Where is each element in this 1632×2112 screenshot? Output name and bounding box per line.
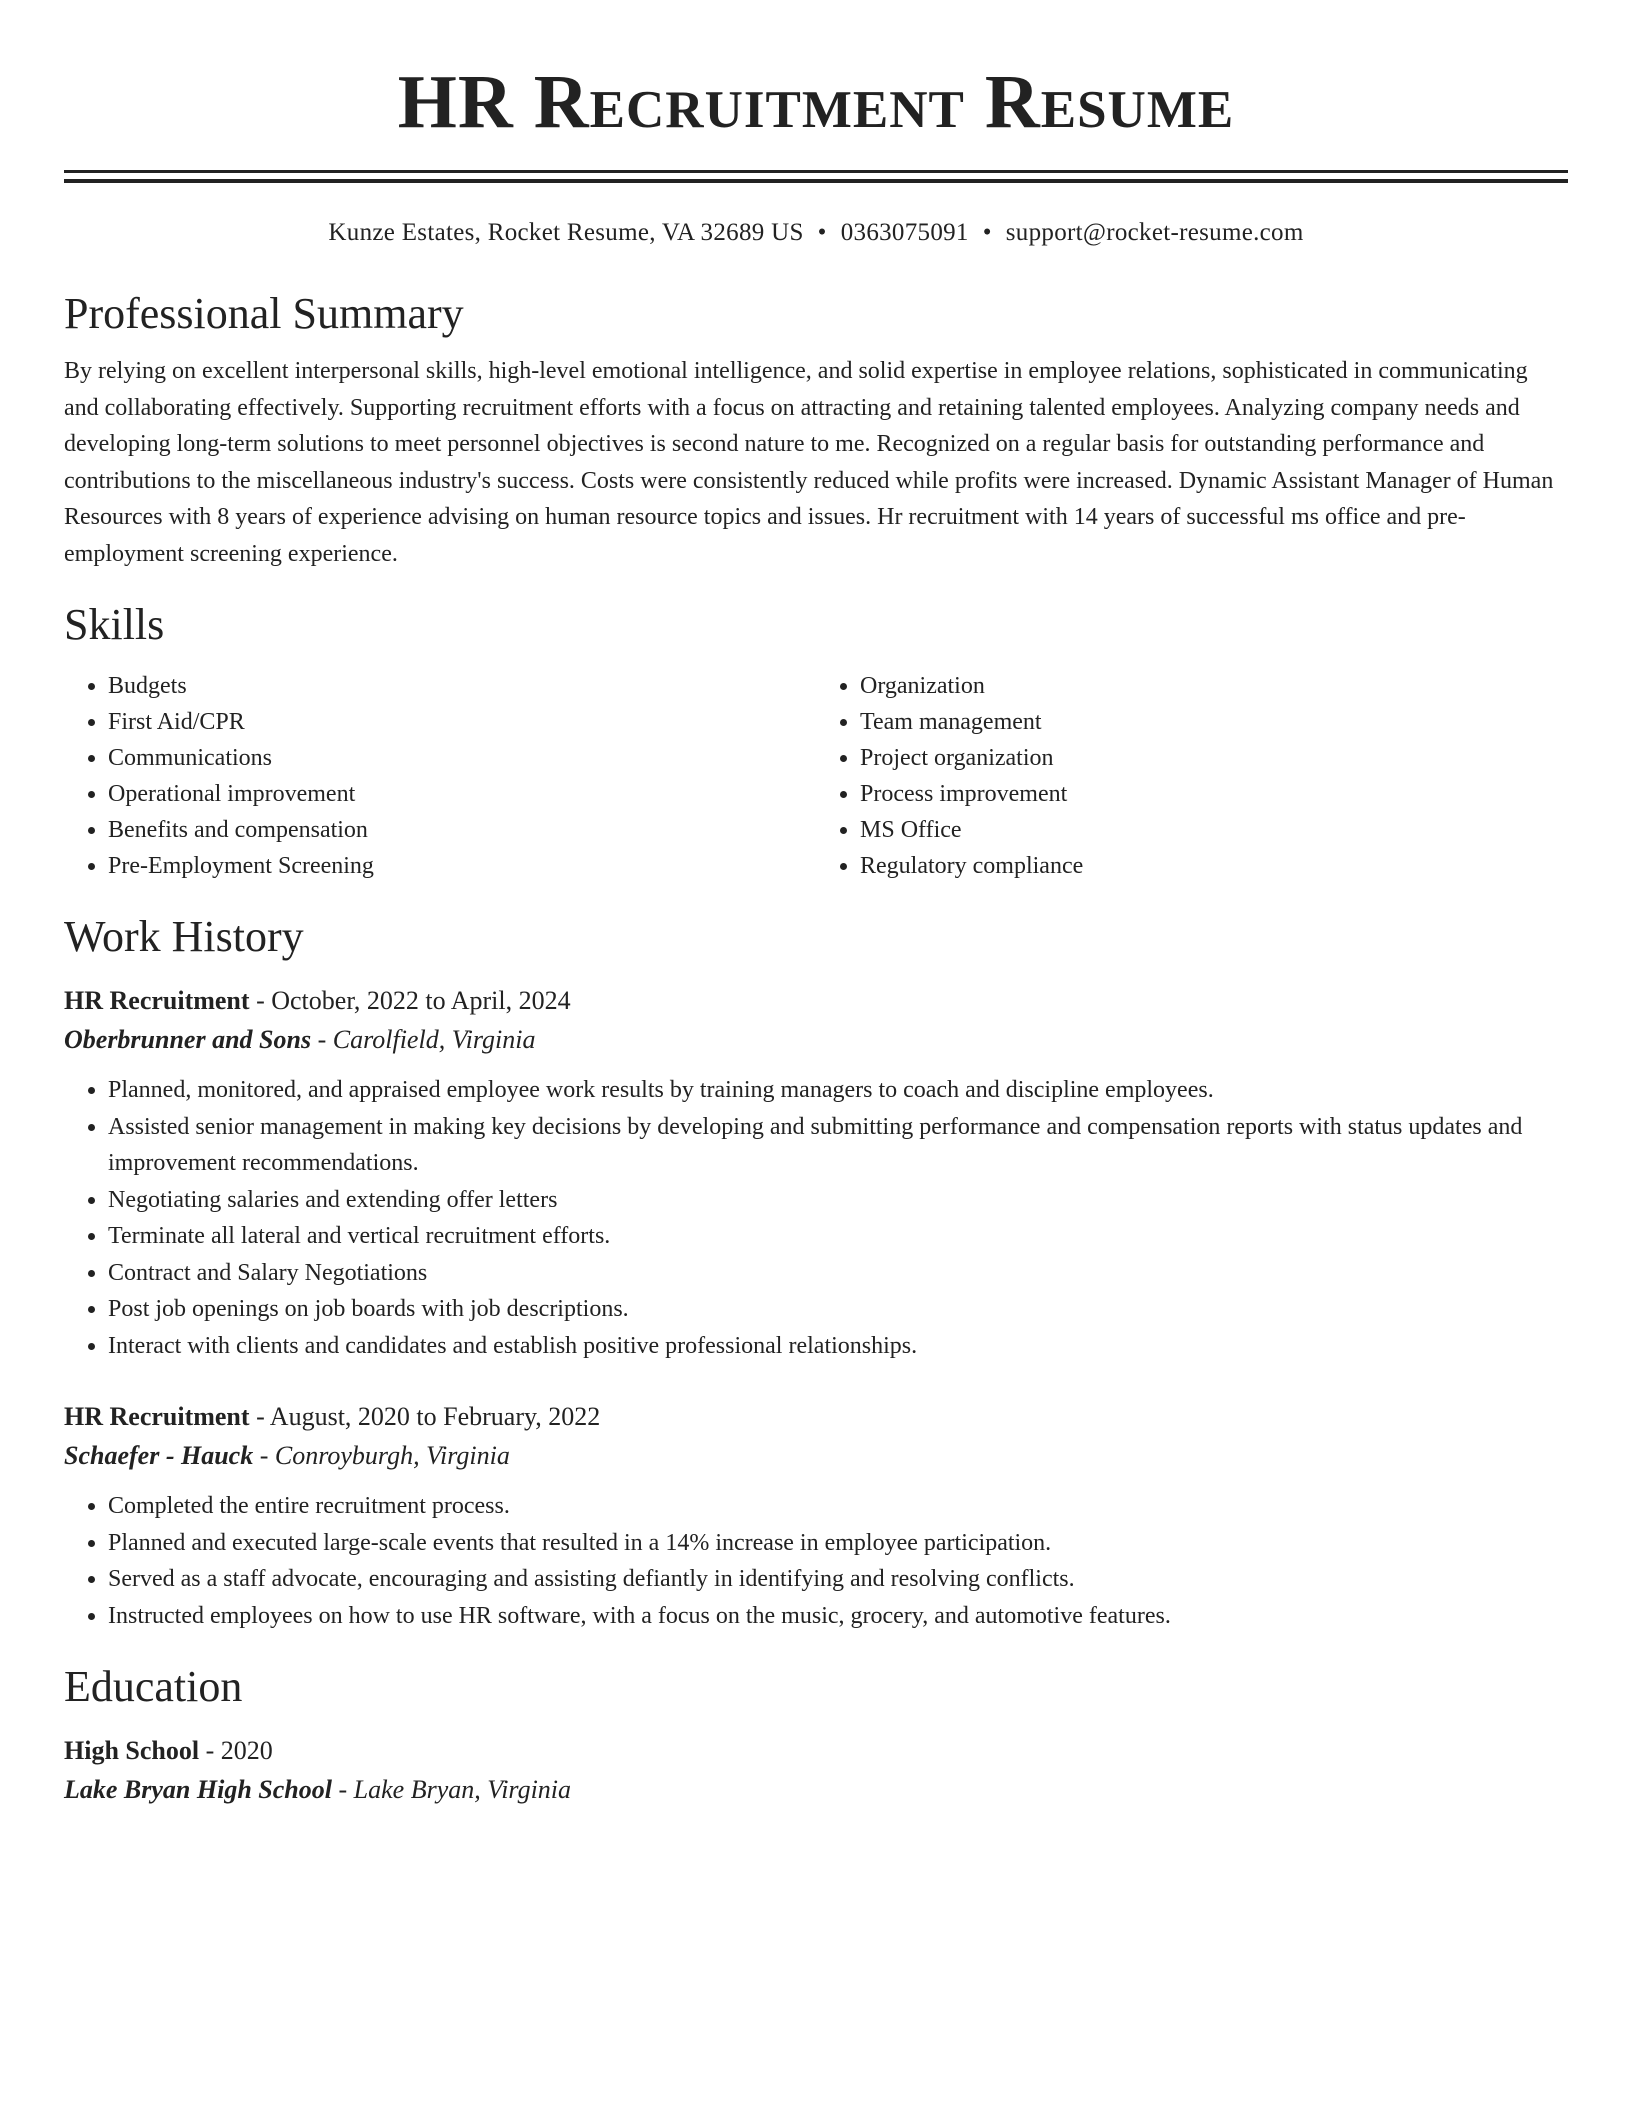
summary-text: By relying on excellent interpersonal skills, high-level emotional intelligence, and solid expertise in employee relations, sophisticated in communicating and collaborating effectively. Supporting recruitment efforts with a focus on attracting and retaining talented employees. Analyzing company needs and developing long-term solutions to meet personnel objectives is second nature to me. Recognized on a regular basis for outstanding performance and contributions to the miscellaneous industry's success. Costs were consistently reduced while profits were increased. Dynamic Assistant Manager of Human Resources with 8 years of experience advising on human resource topics and issues. Hr recruitment with 14 years of successful ms office and pre-employment screening experience.	[64, 358, 1554, 567]
summary-heading: Professional Summary	[64, 289, 464, 338]
skills-grid	[64, 668, 1568, 884]
summary-section	[64, 287, 1568, 572]
education-year: 2020	[220, 1736, 273, 1765]
contact-separator: •	[982, 219, 992, 246]
skill-item: • Team management	[860, 704, 1568, 740]
education-section	[64, 1660, 1568, 1810]
job-duty-item: • Terminate all lateral and vertical recruitment efforts.	[108, 1218, 1568, 1255]
job-location: Carolfield, Virginia	[332, 1025, 536, 1054]
job-dates: October, 2022 to April, 2024	[271, 986, 571, 1015]
education-school-line: Lake Bryan High School - Lake Bryan, Virginia	[64, 1775, 572, 1804]
skill-item: • Benefits and compensation	[108, 812, 816, 848]
contact-phone: 0363075091	[840, 219, 969, 246]
job-duty-item: • Instructed employees on how to use HR software, with a focus on the music, grocery, and automotive features.	[108, 1598, 1568, 1635]
job-duty-item: • Interact with clients and candidates and establish positive professional relationships.	[108, 1328, 1568, 1365]
job-duty-item: • Negotiating salaries and extending offer letters	[108, 1182, 1568, 1219]
skill-item: • Budgets	[108, 668, 816, 704]
job-role: HR Recruitment	[64, 986, 250, 1015]
job-duty-item: • Served as a staff advocate, encouraging and assisting defiantly in identifying and resolving conflicts.	[108, 1561, 1568, 1598]
job-entry	[64, 1398, 1568, 1634]
skill-item: • MS Office	[860, 812, 1568, 848]
job-duty-item: • Planned and executed large-scale events that resulted in a 14% increase in employee participation.	[108, 1525, 1568, 1562]
skills-list-right	[816, 668, 1568, 884]
job-company: Schaefer - Hauck	[64, 1441, 254, 1470]
work-history-heading: Work History	[64, 912, 304, 961]
education-location: Lake Bryan, Virginia	[353, 1775, 572, 1804]
education-school: Lake Bryan High School	[64, 1775, 332, 1804]
skill-item: • Project organization	[860, 740, 1568, 776]
contact-email: support@rocket-resume.com	[1005, 219, 1304, 246]
job-location: Conroyburgh, Virginia	[274, 1441, 510, 1470]
skills-column-right	[816, 668, 1568, 884]
job-duty-item: • Post job openings on job boards with job descriptions.	[108, 1291, 1568, 1328]
job-duties-list	[64, 1072, 1568, 1364]
contact-address: Kunze Estates, Rocket Resume, VA 32689 US	[328, 219, 804, 246]
education-degree: High School	[64, 1736, 200, 1765]
education-heading: Education	[64, 1662, 243, 1711]
job-role: HR Recruitment	[64, 1402, 250, 1431]
job-company: Oberbrunner and Sons	[64, 1025, 312, 1054]
job-duty-item: • Planned, monitored, and appraised employee work results by training managers to coach and discipline employees.	[108, 1072, 1568, 1109]
skill-item: • First Aid/CPR	[108, 704, 816, 740]
skills-section	[64, 598, 1568, 884]
contact-line	[64, 217, 1568, 249]
skills-list-left	[64, 668, 816, 884]
skill-item: • Pre-Employment Screening	[108, 848, 816, 884]
skills-heading: Skills	[64, 600, 165, 649]
job-entry	[64, 982, 1568, 1364]
skill-item: • Process improvement	[860, 776, 1568, 812]
skills-column-left	[64, 668, 816, 884]
job-duties-list	[64, 1488, 1568, 1634]
skill-item: • Operational improvement	[108, 776, 816, 812]
job-title-line: HR Recruitment - October, 2022 to April, 2024	[64, 986, 571, 1015]
education-degree-line: High School - 2020	[64, 1736, 273, 1765]
job-duty-item: • Assisted senior management in making key decisions by developing and submitting performance and compensation reports with status updates and improvement recommendations.	[108, 1109, 1568, 1182]
job-duty-item: • Completed the entire recruitment process.	[108, 1488, 1568, 1525]
contact-separator: •	[817, 219, 827, 246]
resume-title: HR Recruitment Resume	[397, 60, 1235, 144]
job-dates: August, 2020 to February, 2022	[269, 1402, 601, 1431]
work-history-section	[64, 910, 1568, 1634]
skill-item: • Communications	[108, 740, 816, 776]
skill-item: • Regulatory compliance	[860, 848, 1568, 884]
title-divider-bottom	[64, 179, 1568, 183]
job-duty-item: • Contract and Salary Negotiations	[108, 1255, 1568, 1292]
job-company-line: Oberbrunner and Sons - Carolfield, Virginia	[64, 1025, 536, 1054]
skill-item: • Organization	[860, 668, 1568, 704]
job-title-line: HR Recruitment - August, 2020 to February, 2022	[64, 1402, 601, 1431]
job-company-line: Schaefer - Hauck - Conroyburgh, Virginia	[64, 1441, 510, 1470]
title-divider-top	[64, 170, 1568, 173]
